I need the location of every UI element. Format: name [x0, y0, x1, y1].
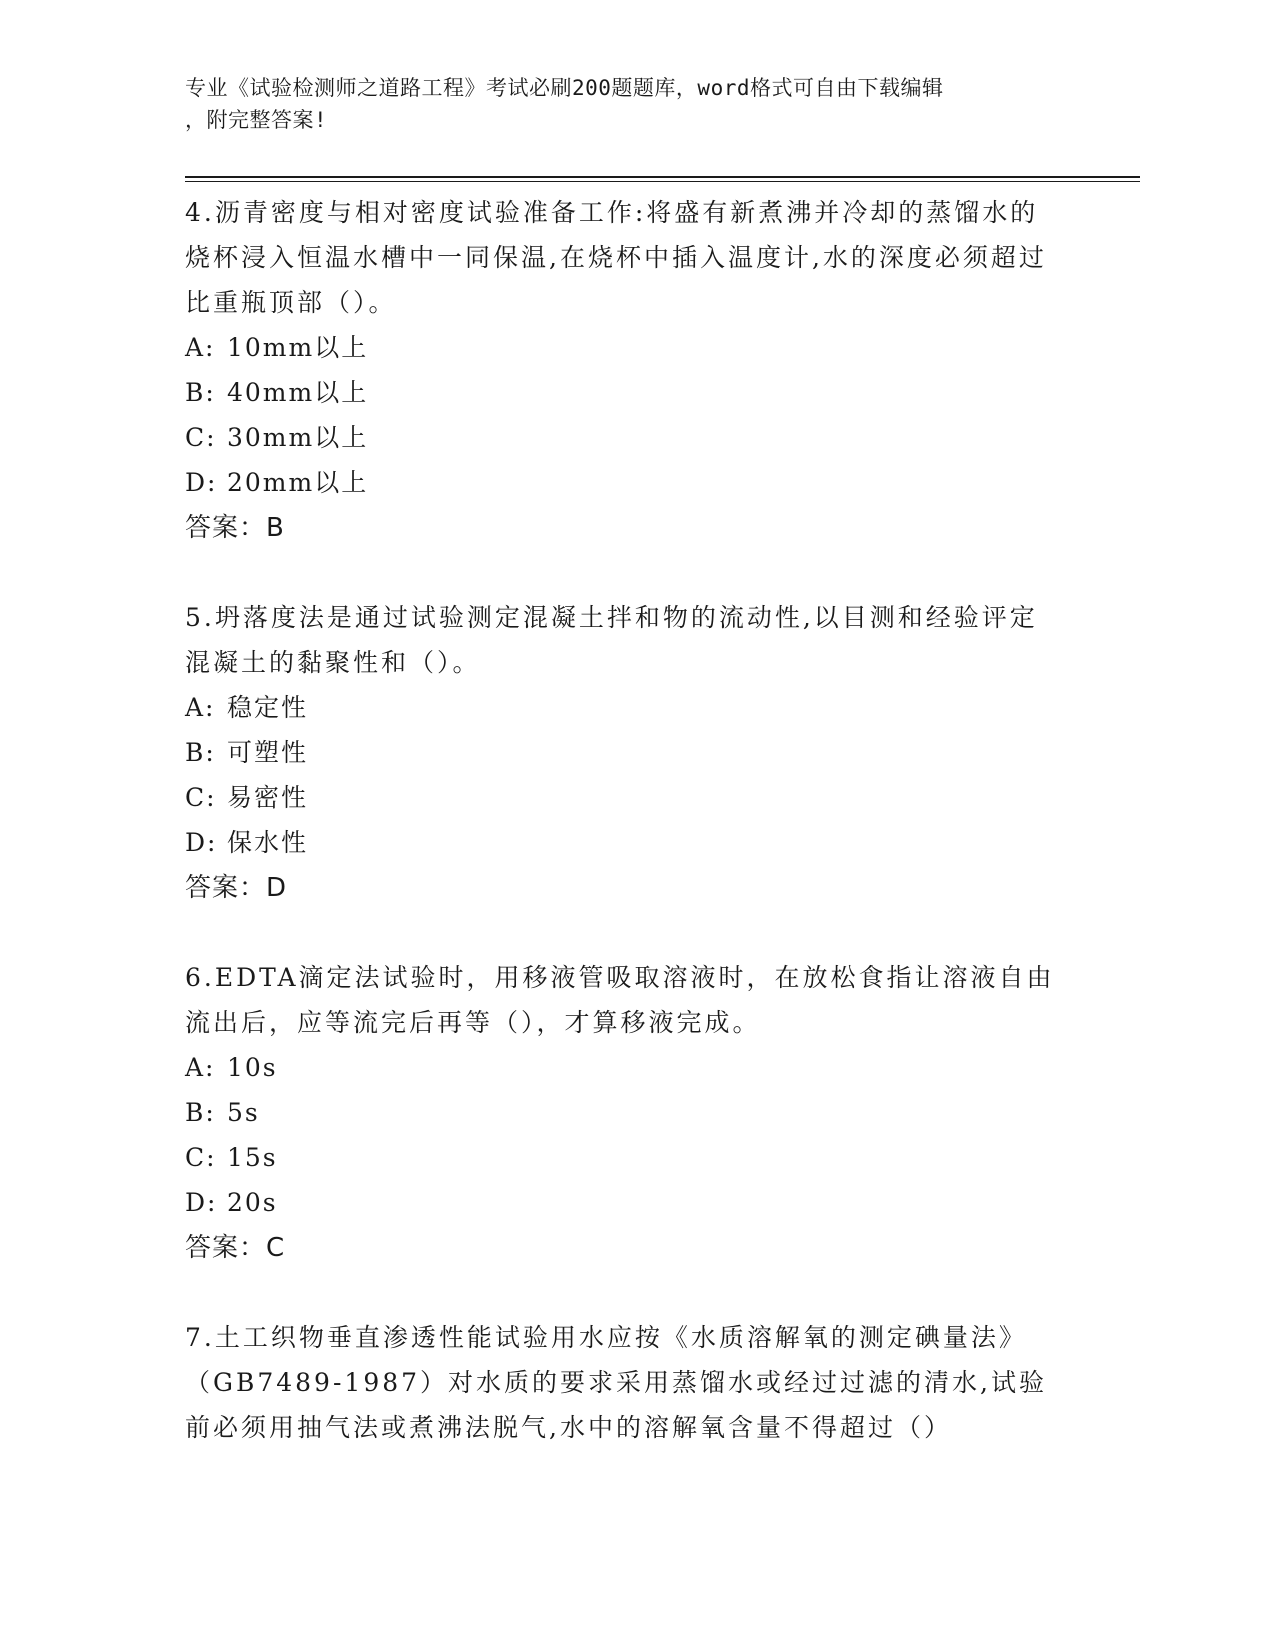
option-letter: C:	[185, 1143, 217, 1172]
question-item	[185, 955, 1065, 1271]
question-item	[185, 595, 1065, 911]
option-text: 易密性	[227, 783, 309, 812]
header-divider	[185, 176, 1140, 178]
document-header	[185, 72, 1065, 136]
option-text: 稳定性	[227, 693, 309, 722]
option-a	[185, 1045, 1065, 1090]
option-letter: C:	[185, 783, 217, 812]
option-text: 30mm以上	[227, 423, 369, 452]
question-item	[185, 1315, 1065, 1450]
option-c	[185, 1135, 1065, 1180]
answer-line: 答案：D	[185, 873, 288, 903]
option-letter: A:	[185, 1053, 216, 1082]
header-line-2: ，附完整答案!	[185, 108, 328, 132]
option-b	[185, 1090, 1065, 1135]
question-stem: 5.坍落度法是通过试验测定混凝土拌和物的流动性,以目测和经验评定混凝土的黏聚性和（）。	[185, 603, 1038, 677]
option-text: 20s	[227, 1188, 278, 1217]
question-stem: 7.土工织物垂直渗透性能试验用水应按《水质溶解氧的测定碘量法》（GB7489-1987）对水质的要求采用蒸馏水或经过过滤的清水,试验前必须用抽气法或煮沸法脱气,水中的溶解氧含量不得超过（）	[185, 1323, 1047, 1442]
answer-line: 答案：C	[185, 1233, 286, 1263]
option-d	[185, 820, 1065, 865]
option-text: 5s	[227, 1098, 260, 1127]
option-b	[185, 730, 1065, 775]
question-stem: 6.EDTA滴定法试验时，用移液管吸取溶液时，在放松食指让溶液自由流出后，应等流完后再等（），才算移液完成。	[185, 963, 1055, 1037]
option-c	[185, 415, 1065, 460]
option-a	[185, 685, 1065, 730]
option-letter: D:	[185, 828, 218, 857]
option-d	[185, 1180, 1065, 1225]
option-letter: C:	[185, 423, 217, 452]
option-c	[185, 775, 1065, 820]
option-text: 10s	[227, 1053, 278, 1082]
option-letter: A:	[185, 693, 216, 722]
question-list	[185, 190, 1065, 1494]
option-text: 可塑性	[227, 738, 309, 767]
question-stem: 4.沥青密度与相对密度试验准备工作:将盛有新煮沸并冷却的蒸馏水的烧杯浸入恒温水槽中一同保温,在烧杯中插入温度计,水的深度必须超过比重瓶顶部（）。	[185, 198, 1047, 317]
option-d	[185, 460, 1065, 505]
option-b	[185, 370, 1065, 415]
option-letter: B:	[185, 1098, 216, 1127]
header-divider-thin	[185, 181, 1140, 182]
option-text: 20mm以上	[227, 468, 369, 497]
header-line-1: 专业《试验检测师之道路工程》考试必刷200题题库，word格式可自由下载编辑	[185, 76, 944, 100]
answer-line: 答案：B	[185, 513, 285, 543]
option-text: 10mm以上	[227, 333, 369, 362]
option-letter: D:	[185, 1188, 218, 1217]
option-text: 保水性	[227, 828, 309, 857]
question-item	[185, 190, 1065, 551]
option-text: 15s	[227, 1143, 278, 1172]
option-letter: B:	[185, 738, 216, 767]
option-letter: D:	[185, 468, 218, 497]
option-text: 40mm以上	[227, 378, 369, 407]
option-letter: A:	[185, 333, 216, 362]
option-a	[185, 325, 1065, 370]
option-letter: B:	[185, 378, 216, 407]
